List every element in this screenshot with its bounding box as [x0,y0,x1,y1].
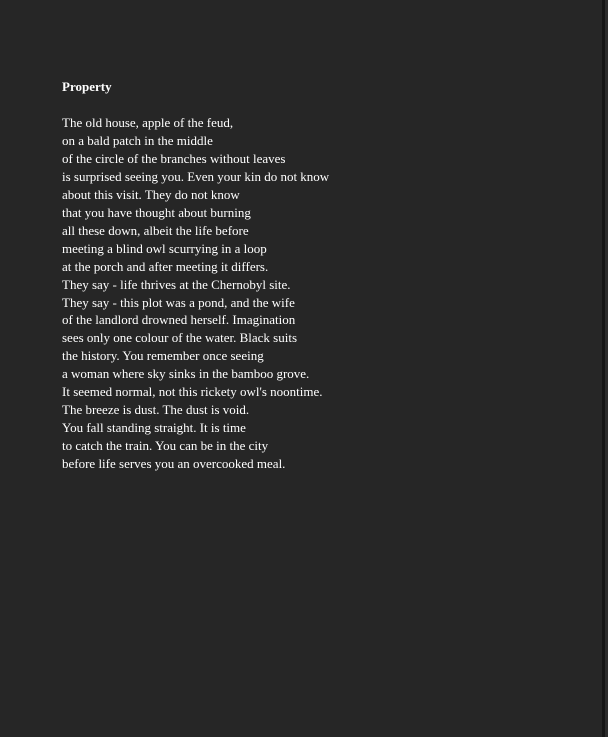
poem-line: is surprised seeing you. Even your kin do not know [62,168,330,184]
poem-line: all these down, albeit the life before [62,222,249,238]
poem-title: Property [62,79,112,94]
poem-line: meeting a blind owl scurrying in a loop [62,240,267,256]
poem-line: The breeze is dust. The dust is void. [62,402,250,418]
poem-line: The old house, apple of the feud, [62,115,234,130]
poem-line: They say - life thrives at the Chernobyl site. [62,276,291,292]
poem-line: at the porch and after meeting it differs. [62,258,269,274]
poem-line: about this visit. They do not know [62,186,240,202]
poem-line: of the circle of the branches without leaves [62,150,286,166]
poem [62,78,582,473]
poem-body [62,114,582,473]
poem-line: to catch the train. You can be in the city [62,438,269,454]
poem-line: before life serves you an overcooked meal. [62,456,286,472]
poem-line: It seemed normal, not this rickety owl's noontime. [62,384,323,400]
poem-line: that you have thought about burning [62,204,251,220]
poem-line: a woman where sky sinks in the bamboo grove. [62,366,310,382]
poem-line: They say - this plot was a pond, and the wife [62,294,295,310]
poem-line: You fall standing straight. It is time [62,420,246,436]
poem-line: the history. You remember once seeing [62,348,264,364]
poem-line: sees only one colour of the water. Black suits [62,330,298,346]
poem-line: on a bald patch in the middle [62,132,213,148]
poem-line: of the landlord drowned herself. Imagination [62,312,296,328]
